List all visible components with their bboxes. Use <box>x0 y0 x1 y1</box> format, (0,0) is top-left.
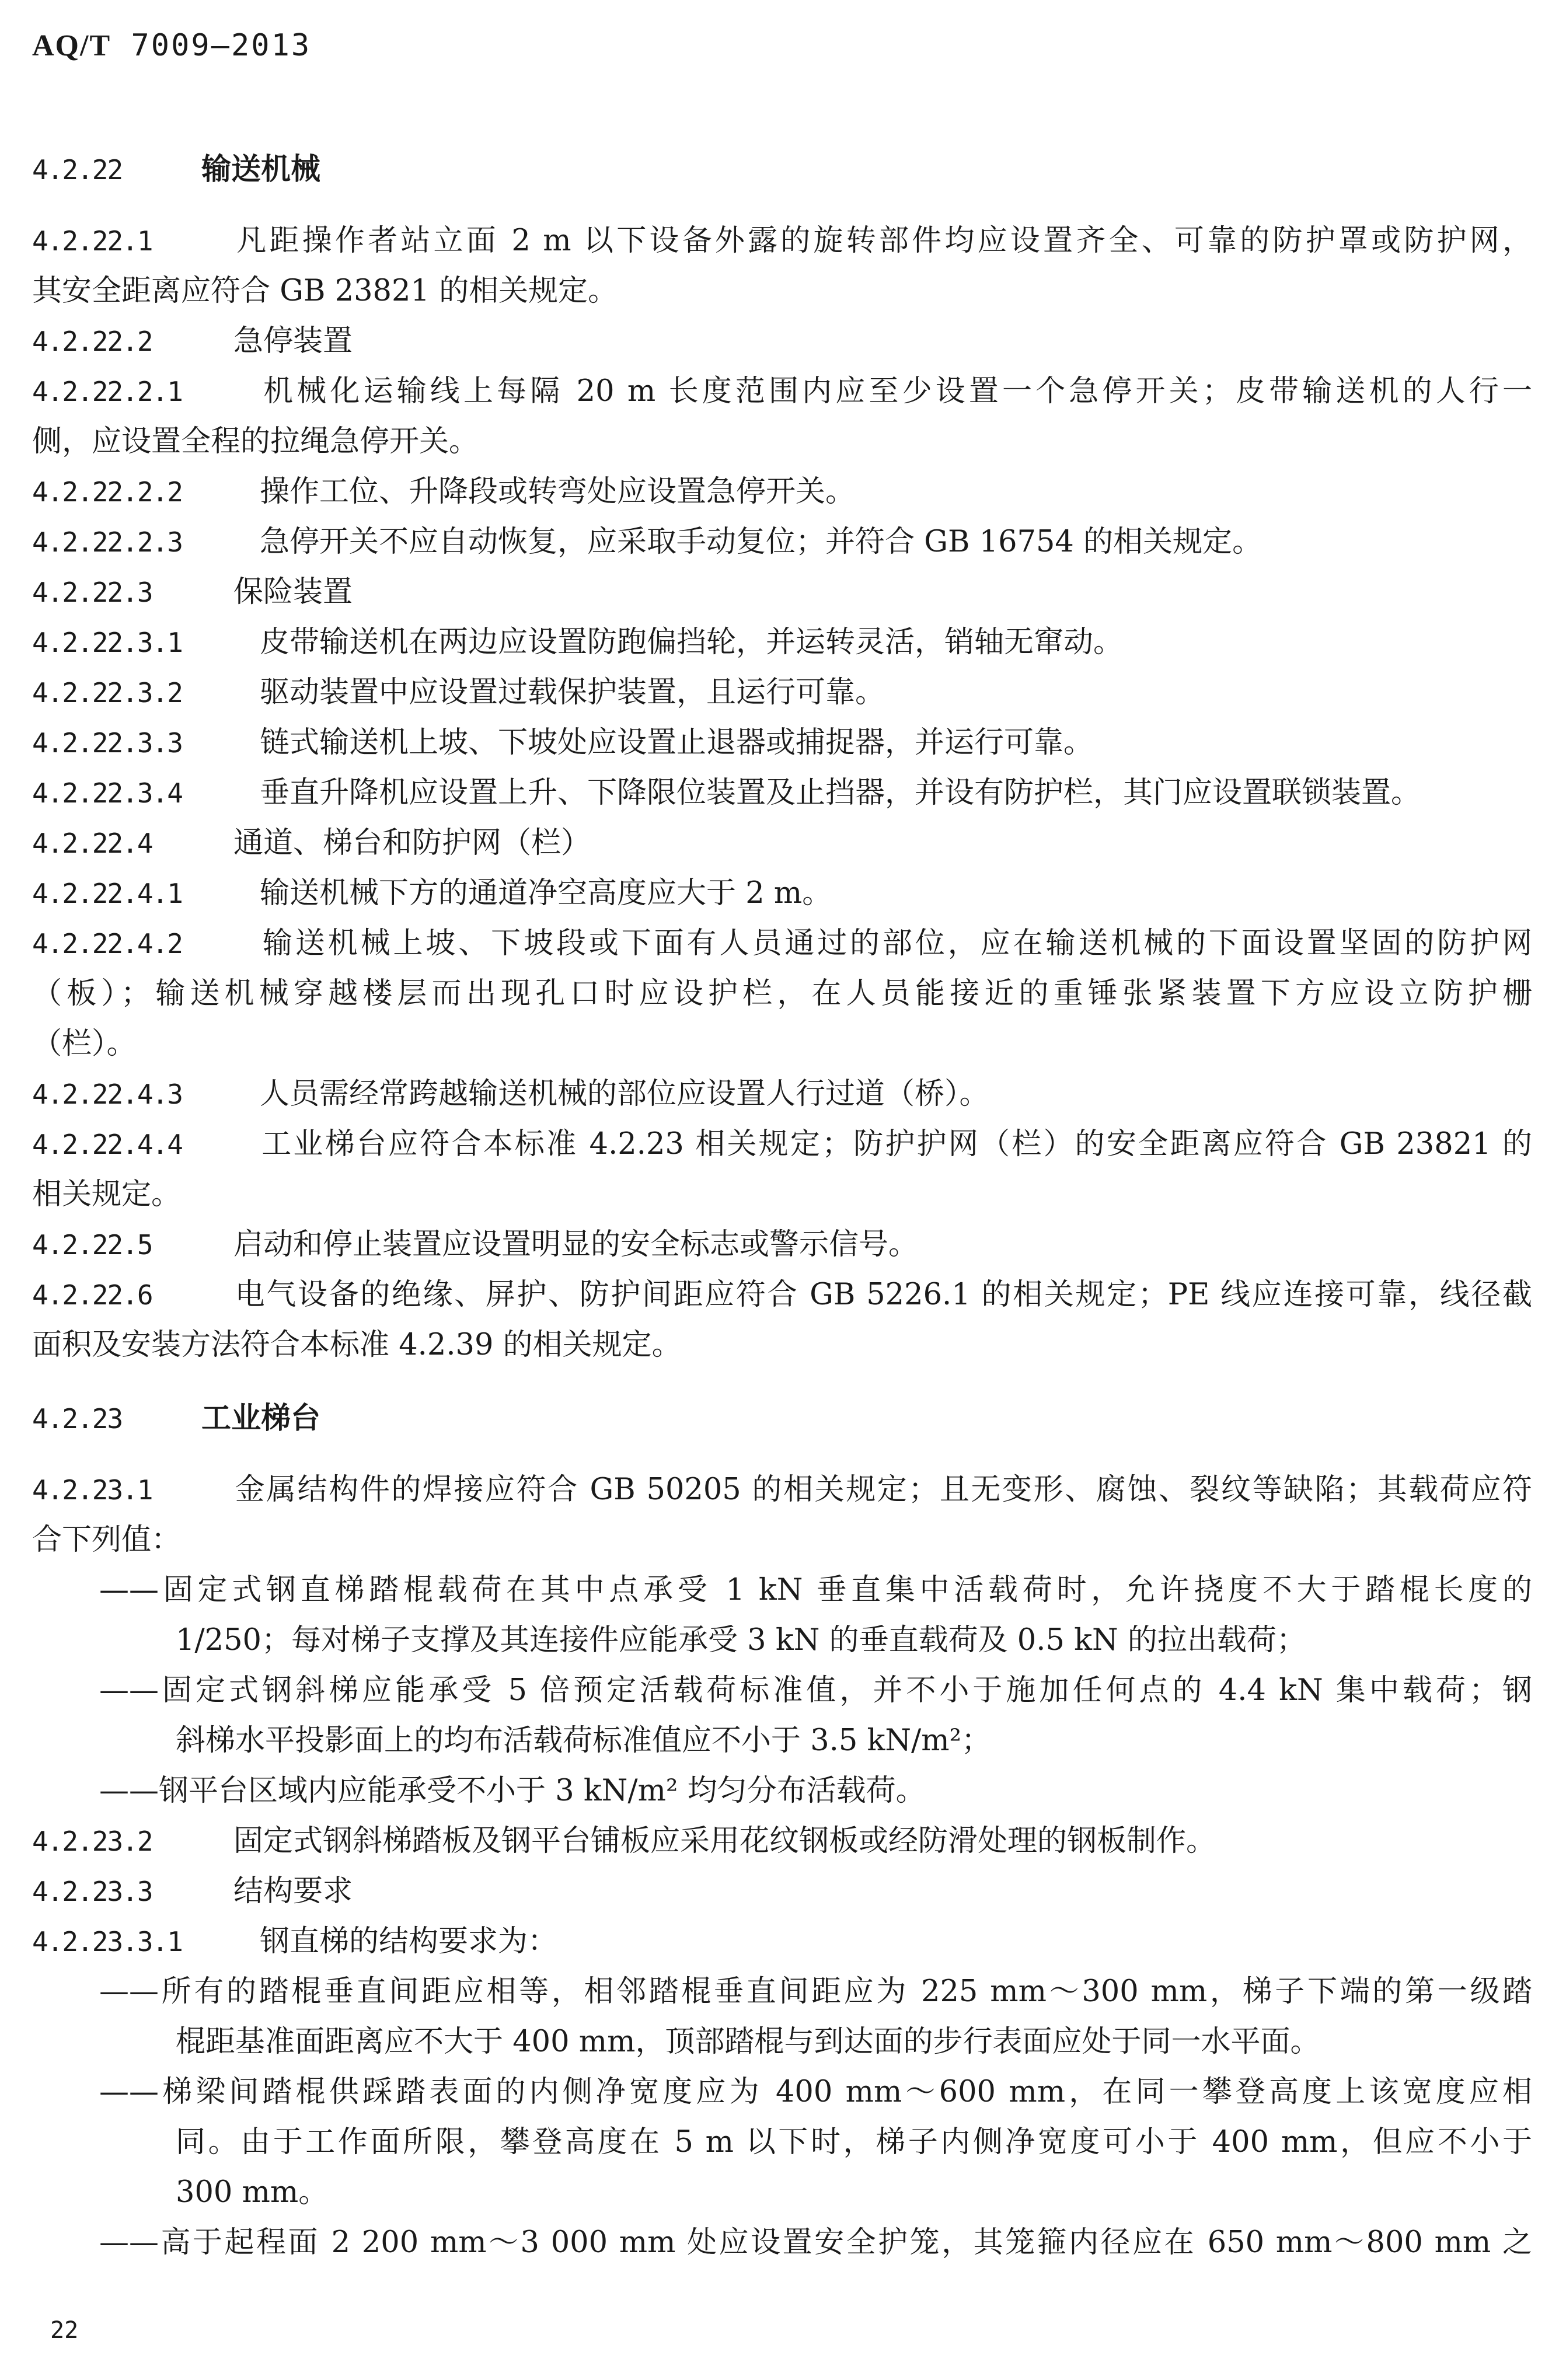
clause-4-2-22-3-1: 4.2.22.3.1 皮带输送机在两边应设置防跑偏挡轮，并运转灵活，销轴无窜动。 <box>32 625 1124 659</box>
clause-4-2-22-4-2-line-3: （栏）。 <box>32 1027 137 1061</box>
document-header <box>32 28 311 63</box>
clause-4-2-22-5: 4.2.22.5 启动和停止装置应设置明显的安全标志或警示信号。 <box>32 1227 919 1262</box>
clause-4-2-22-4-1: 4.2.22.4.1 输送机械下方的通道净空高度应大于 2 m。 <box>32 876 832 910</box>
clause-4-2-22-1-line-1: 4.2.22.1 凡距操作者站立面 2 m 以下设备外露的旋转部件均应设置齐全、可靠的防护罩或防护网， <box>32 224 1532 258</box>
clause-4-2-22-2-1-line-2: 侧，应设置全程的拉绳急停开关。 <box>32 424 479 459</box>
list-item-dash: ——钢平台区域内应能承受不小于 3 kN/m² 均匀分布活载荷。 <box>99 1774 926 1808</box>
clause-4-2-22-4-2-line-1: 4.2.22.4.2 输送机械上坡、下坡段或下面有人员通过的部位，应在输送机械的下面设置坚固的防护网 <box>32 926 1532 961</box>
list-item-continuation: 棍距基准面距离应不大于 400 mm，顶部踏棍与到达面的步行表面应处于同一水平面。 <box>176 2025 1320 2059</box>
clause-4-2-22-6-line-2: 面积及安装方法符合本标准 4.2.39 的相关规定。 <box>32 1328 682 1362</box>
list-item-continuation: 斜梯水平投影面上的均布活载荷标准值应不小于 3.5 kN/m²； <box>176 1723 992 1758</box>
standard-code: AQ/T <box>32 29 111 62</box>
clause-4-2-22-4: 4.2.22.4 通道、梯台和防护网（栏） <box>32 826 591 860</box>
clause-4-2-22-4-4-line-1: 4.2.22.4.4 工业梯台应符合本标准 4.2.23 相关规定；防护护网（栏）的安全距离应符合 GB 23821 的 <box>32 1127 1532 1161</box>
clause-4-2-22-6-line-1: 4.2.22.6 电气设备的绝缘、屏护、防护间距应符合 GB 5226.1 的相关规定；PE 线应连接可靠，线径截 <box>32 1278 1532 1312</box>
clause-4-2-22-3: 4.2.22.3 保险装置 <box>32 575 353 609</box>
list-item-dash: ——所有的踏棍垂直间距应相等，相邻踏棍垂直间距应为 225 mm～300 mm，梯子下端的第一级踏 <box>99 1974 1532 2009</box>
clause-4-2-22-4-4-line-2: 相关规定。 <box>32 1177 182 1212</box>
clause-4-2-22-3-4: 4.2.22.3.4 垂直升降机应设置上升、下降限位装置及止挡器，并设有防护栏，其门应设置联锁装置。 <box>32 776 1421 810</box>
clause-4-2-22-2-1-line-1: 4.2.22.2.1 机械化运输线上每隔 20 m 长度范围内应至少设置一个急停开关；皮带输送机的人行一 <box>32 374 1532 409</box>
section-heading-4-2-23: 4.2.23 工业梯台 <box>32 1401 321 1436</box>
list-item-dash: ——高于起程面 2 200 mm～3 000 mm 处应设置安全护笼，其笼箍内径应在 650 mm～800 mm 之 <box>99 2225 1532 2260</box>
section-heading-4-2-22: 4.2.22 输送机械 <box>32 152 321 187</box>
clause-4-2-23-3: 4.2.23.3 结构要求 <box>32 1874 353 1908</box>
clause-4-2-22-4-3: 4.2.22.4.3 人员需经常跨越输送机械的部位应设置人行过道（桥）。 <box>32 1077 989 1111</box>
list-item-dash: ——梯梁间踏棍供踩踏表面的内侧净宽度应为 400 mm～600 mm，在同一攀登高度上该宽度应相 <box>99 2075 1532 2109</box>
clause-4-2-23-1-line-1: 4.2.23.1 金属结构件的焊接应符合 GB 50205 的相关规定；且无变形、腐蚀、裂纹等缺陷；其载荷应符 <box>32 1472 1532 1507</box>
list-item-dash: ——固定式钢斜梯应能承受 5 倍预定活载荷标准值，并不小于施加任何点的 4.4 kN 集中载荷；钢 <box>99 1673 1532 1708</box>
clause-4-2-22-2: 4.2.22.2 急停装置 <box>32 324 353 358</box>
clause-4-2-22-4-2-line-2: （板）；输送机械穿越楼层而出现孔口时应设护栏，在人员能接近的重锤张紧装置下方应设立防护栅 <box>32 976 1532 1011</box>
clause-4-2-23-3-1: 4.2.23.3.1 钢直梯的结构要求为： <box>32 1924 558 1959</box>
clause-4-2-22-3-2: 4.2.22.3.2 驱动装置中应设置过载保护装置，且运行可靠。 <box>32 675 885 710</box>
clause-4-2-22-2-2: 4.2.22.2.2 操作工位、升降段或转弯处应设置急停开关。 <box>32 474 856 509</box>
page-number: 22 <box>50 2317 79 2344</box>
standard-number: 7009—2013 <box>131 28 312 63</box>
list-item-continuation: 300 mm。 <box>176 2175 329 2210</box>
list-item-continuation: 1/250；每对梯子支撑及其连接件应能承受 3 kN 的垂直载荷及 0.5 kN 的拉出载荷； <box>176 1623 1306 1657</box>
clause-4-2-22-3-3: 4.2.22.3.3 链式输送机上坡、下坡处应设置止退器或捕捉器，并运行可靠。 <box>32 725 1094 760</box>
clause-4-2-23-2: 4.2.23.2 固定式钢斜梯踏板及钢平台铺板应采用花纹钢板或经防滑处理的钢板制作。 <box>32 1824 1216 1858</box>
clause-4-2-22-2-3: 4.2.22.2.3 急停开关不应自动恢复，应采取手动复位；并符合 GB 16754 的相关规定。 <box>32 525 1262 559</box>
list-item-continuation: 同。由于工作面所限，攀登高度在 5 m 以下时，梯子内侧净宽度可小于 400 mm，但应不小于 <box>176 2125 1532 2159</box>
clause-4-2-23-1-line-2: 合下列值： <box>32 1523 182 1557</box>
list-item-dash: ——固定式钢直梯踏棍载荷在其中点承受 1 kN 垂直集中活载荷时，允许挠度不大于踏棍长度的 <box>99 1573 1532 1607</box>
document-body <box>32 145 1532 2268</box>
clause-4-2-22-1-line-2: 其安全距离应符合 GB 23821 的相关规定。 <box>32 274 618 308</box>
